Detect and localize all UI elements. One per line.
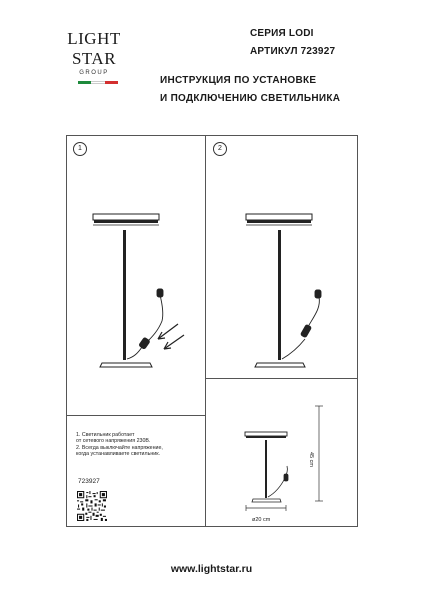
power-cable-icon <box>127 289 163 359</box>
step-1-marker: 1 <box>73 142 87 156</box>
article-label: АРТИКУЛ 723927 <box>250 46 336 57</box>
logo-line-group: GROUP <box>79 70 109 76</box>
qr-code-icon <box>77 491 107 521</box>
lamp-stem-icon <box>278 230 281 360</box>
series-label: СЕРИЯ LODI <box>250 28 314 39</box>
italian-flag-icon <box>78 81 118 84</box>
power-cable-icon <box>268 466 288 497</box>
power-cable-icon <box>282 290 321 359</box>
height-dimension-label: 45 cm <box>308 452 314 467</box>
note-line: 1. Светильник работает <box>76 432 135 438</box>
diameter-dimension-label: ø20 cm <box>252 517 271 523</box>
logo-line-star: STAR <box>71 49 117 68</box>
lamp-base-icon <box>255 363 305 367</box>
safety-notes <box>76 432 163 458</box>
instruction-title-line1: ИНСТРУКЦИЯ ПО УСТАНОВКЕ <box>160 75 317 86</box>
website-link[interactable]: www.lightstar.ru <box>170 563 253 575</box>
connect-arrow-icon <box>158 324 184 349</box>
lamp-dimensions-illustration <box>205 378 358 527</box>
height-dimension-line <box>315 406 323 501</box>
lamp-shade-icon <box>93 214 159 225</box>
diameter-dimension-line <box>246 505 286 511</box>
lamp-illustration-step2 <box>205 135 358 378</box>
lamp-illustration-step1 <box>66 135 205 415</box>
lamp-base-icon <box>100 363 152 367</box>
step-2-marker: 2 <box>213 142 227 156</box>
lamp-stem-icon <box>123 230 126 360</box>
lamp-base-icon <box>252 499 281 502</box>
lamp-shade-icon <box>246 214 312 225</box>
frame-divider-left <box>66 415 205 416</box>
product-code: 723927 <box>78 478 100 485</box>
note-line: от сетевого напряжения 230В. <box>76 438 151 445</box>
brand-logo <box>64 30 124 100</box>
lamp-shade-icon <box>245 432 287 438</box>
note-line: когда устанавливаете светильник. <box>76 451 161 458</box>
instruction-title-line2: И ПОДКЛЮЧЕНИЮ СВЕТИЛЬНИКА <box>160 93 341 104</box>
logo-line-light: LIGHT <box>67 29 121 48</box>
lamp-stem-icon <box>265 440 267 498</box>
note-line: 2. Всегда выключайте напряжение, <box>76 444 163 451</box>
